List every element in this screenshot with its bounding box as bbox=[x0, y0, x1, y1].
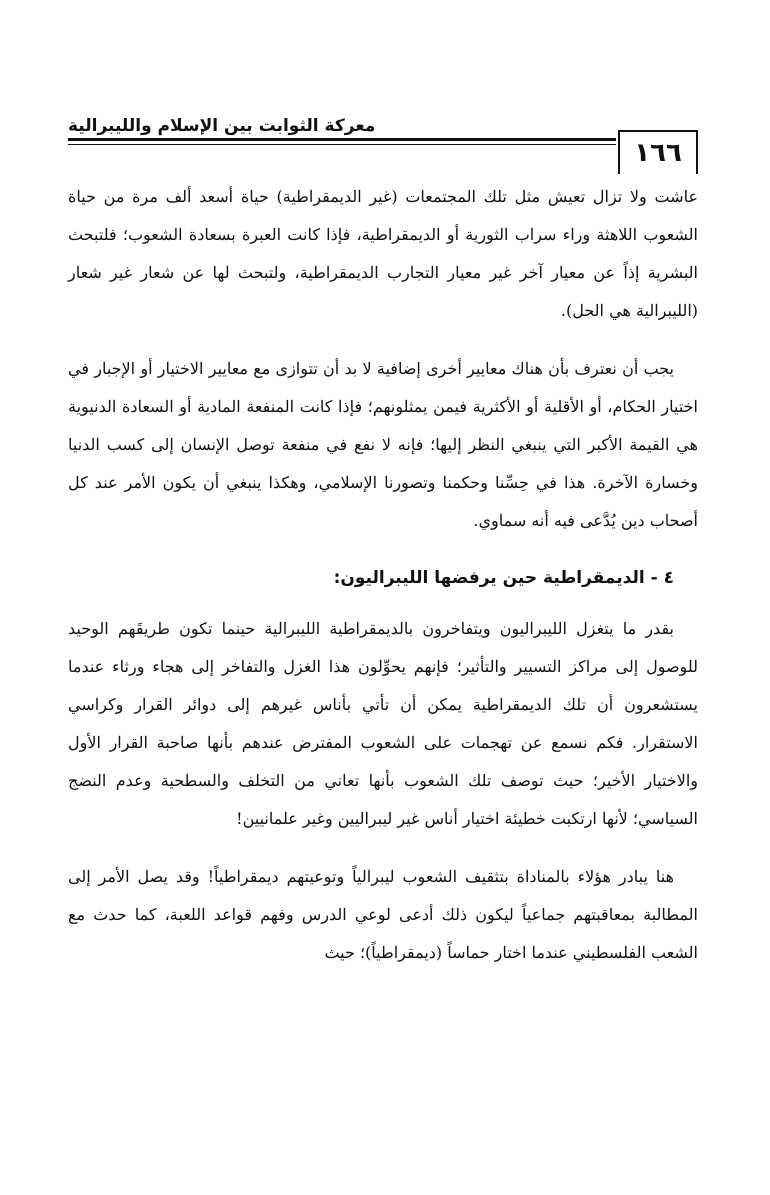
header-rule-thin bbox=[68, 144, 616, 145]
paragraph: هنا يبادر هؤلاء بالمناداة بتثقيف الشعوب ليبرالياً وتوعيتهم ديمقراطياً! وقد يصل الأمر إلى المطالبة بمعاقبتهم جماعياً ليكون ذلك أدعى لوعي الدرس وفهم قواعد اللعبة، كما حدث مع الشعب الفلسطيني عندما اختار حماساً (ديمقراطياً)؛ حيث bbox=[68, 867, 698, 962]
running-title: معركة الثوابت بين الإسلام والليبرالية bbox=[68, 116, 376, 136]
page-body bbox=[68, 178, 698, 992]
section-heading: ٤ - الديمقراطية حين يرفضها الليبراليون: bbox=[333, 568, 674, 588]
paragraph: بقدر ما يتغزل الليبراليون ويتفاخرون بالديمقراطية الليبرالية حينما تكون طريقَهم الوحيد للوصول إلى مراكز التسيير والتأثير؛ فإنهم يحوِّلون هذا الغزل والتفاخر إلى هجاء ورثاء عندما يستشعرون أن تلك الديمقراطية يمكن أن تأتي بأناس غيرهم إلى دوائر القرار وكراسي الاستقرار. فكم نسمع عن تهجمات على الشعوب المفترض عندهم بأنها صاحبة القرار الأول والاختيار الأخير؛ حيث توصف تلك الشعوب بأنها تعاني من التخلف والسطحية وعدم النضج السياسي؛ لأنها ارتكبت خطيئة اختيار أناس غير ليبراليين وغير علمانيين! bbox=[68, 619, 698, 828]
header-rule-thick bbox=[68, 138, 616, 141]
page-header bbox=[68, 108, 698, 178]
page-number: ١٦٦ bbox=[618, 130, 698, 174]
paragraph: عاشت ولا تزال تعيش مثل تلك المجتمعات (غير الديمقراطية) حياة أسعد ألف مرة من حياة الشعوب اللاهثة وراء سراب الثورية أو الديمقراطية، فإذا كانت العبرة بسعادة الشعوب؛ فلتبحث البشرية إذاً عن معيار آخر غير معيار التجارب الديمقراطية، ولتبحث لها عن شعار غير شعار (الليبرالية هي الحل). bbox=[68, 187, 698, 320]
paragraph: يجب أن نعترف بأن هناك معايير أخرى إضافية لا بد أن تتوازى مع معايير الاختيار أو الإجبار في اختيار الحكام، أو الأقلية أو الأكثرية فيمن يمثلونهم؛ فإذا كانت المنفعة المادية أو السعادة الدنيوية هي القيمة الأكبر التي ينبغي النظر إليها؛ فإنه لا نفع في منفعة توصل الإنسان إلى كسب الدنيا وخسارة الآخرة. هذا في حِسِّنا وحكمنا وتصورنا الإسلامي، وهكذا ينبغي أن يكون الأمر عند كل أصحاب دين يُدَّعى فيه أنه سماوي. bbox=[68, 359, 698, 530]
